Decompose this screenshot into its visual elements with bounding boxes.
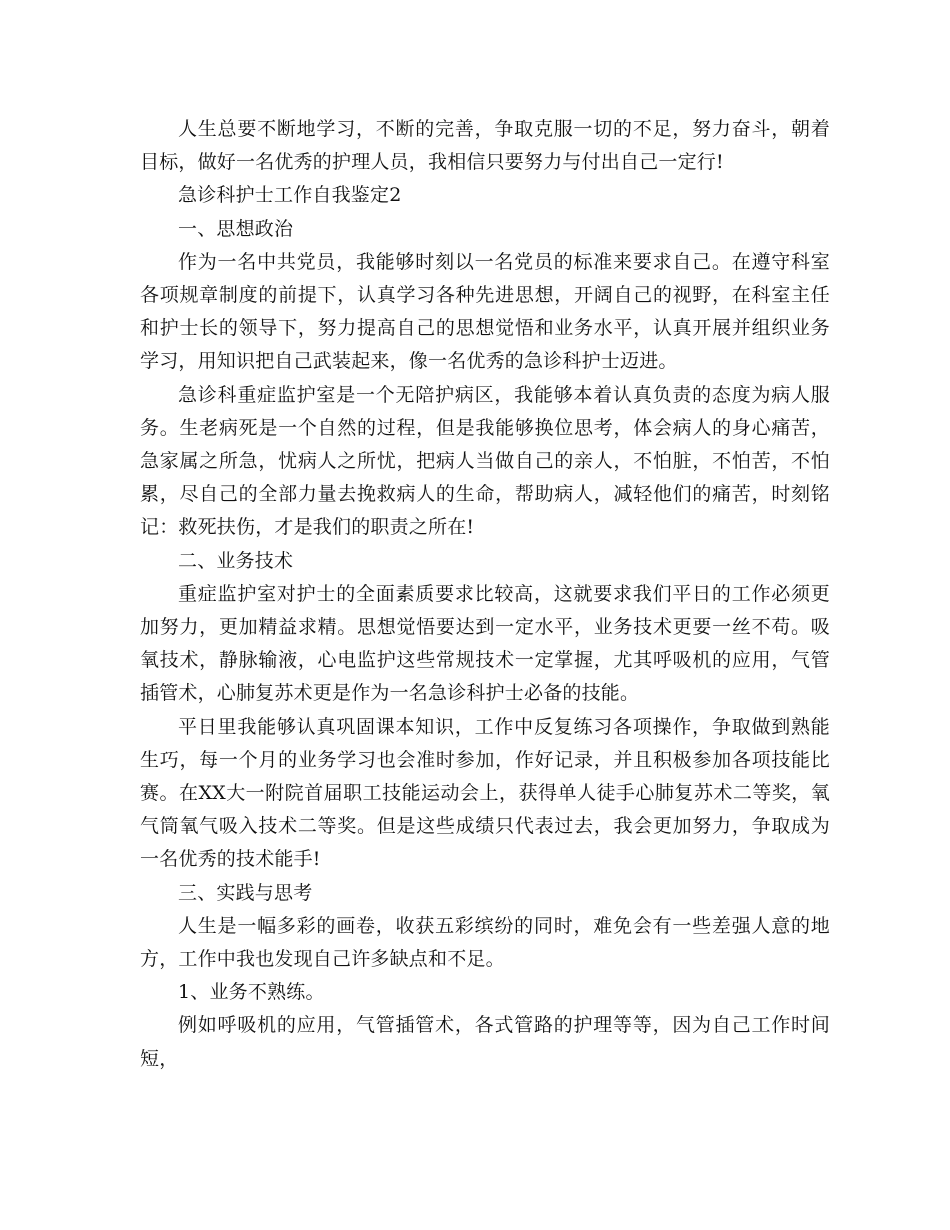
document-body bbox=[140, 113, 830, 1076]
paragraph-achievements: 平日里我能够认真巩固课本知识，工作中反复练习各项操作，争取做到熟能生巧，每一个月的业务学习也会准时参加，作好记录，并且积极参加各项技能比赛。在XX大一附院首届职工技能运动会上，获得单人徒手心肺复苏术二等奖，氧气筒氧气吸入技术二等奖。但是这些成绩只代表过去，我会更加努力，争取成为一名优秀的技术能手! bbox=[140, 715, 830, 871]
paragraph-weakness-detail: 例如呼吸机的应用，气管插管术，各式管路的护理等等，因为自己工作时间短， bbox=[140, 1014, 830, 1070]
section-title: 急诊科护士工作自我鉴定2 bbox=[178, 184, 402, 207]
paragraph-reflection: 人生是一幅多彩的画卷，收获五彩缤纷的同时，难免会有一些差强人意的地方，工作中我也发现自己许多缺点和不足。 bbox=[140, 914, 830, 971]
paragraph-closing: 人生总要不断地学习，不断的完善，争取克服一切的不足，努力奋斗，朝着目标，做好一名优秀的护理人员，我相信只要努力与付出自己一定行! bbox=[140, 118, 830, 174]
paragraph-party-member: 作为一名中共党员，我能够时刻以一名党员的标准来要求自己。在遵守科室各项规章制度的前提下，认真学习各种先进思想，开阔自己的视野，在科室主任和护士长的领导下，努力提高自己的思想觉悟和业务水平，认真开展并组织业务学习，用知识把自己武装起来，像一名优秀的急诊科护士迈进。 bbox=[140, 250, 830, 373]
heading-skills: 二、业务技术 bbox=[178, 549, 294, 572]
heading-practice: 三、实践与思考 bbox=[178, 881, 313, 904]
paragraph-skill-requirements: 重症监护室对护士的全面素质要求比较高，这就要求我们平日的工作必须更加努力，更加精益求精。思想觉悟要达到一定水平，业务技术更要一丝不苟。吸氧技术，静脉输液，心电监护这些常规技术一定掌握，尤其呼吸机的应用，气管插管术，心肺复苏术更是作为一名急诊科护士必备的技能。 bbox=[140, 582, 830, 705]
heading-ideology: 一、思想政治 bbox=[178, 217, 294, 240]
heading-weakness-1: 1、业务不熟练。 bbox=[178, 981, 325, 1004]
paragraph-icu-service: 急诊科重症监护室是一个无陪护病区，我能够本着认真负责的态度为病人服务。生老病死是一个自然的过程，但是我能够换位思考，体会病人的身心痛苦，急家属之所急，忧病人之所忧，把病人当做自己的亲人，不怕脏，不怕苦，不怕累，尽自己的全部力量去挽救病人的生命，帮助病人，减轻他们的痛苦，时刻铭记：救死扶伤，才是我们的职责之所在! bbox=[140, 383, 830, 539]
